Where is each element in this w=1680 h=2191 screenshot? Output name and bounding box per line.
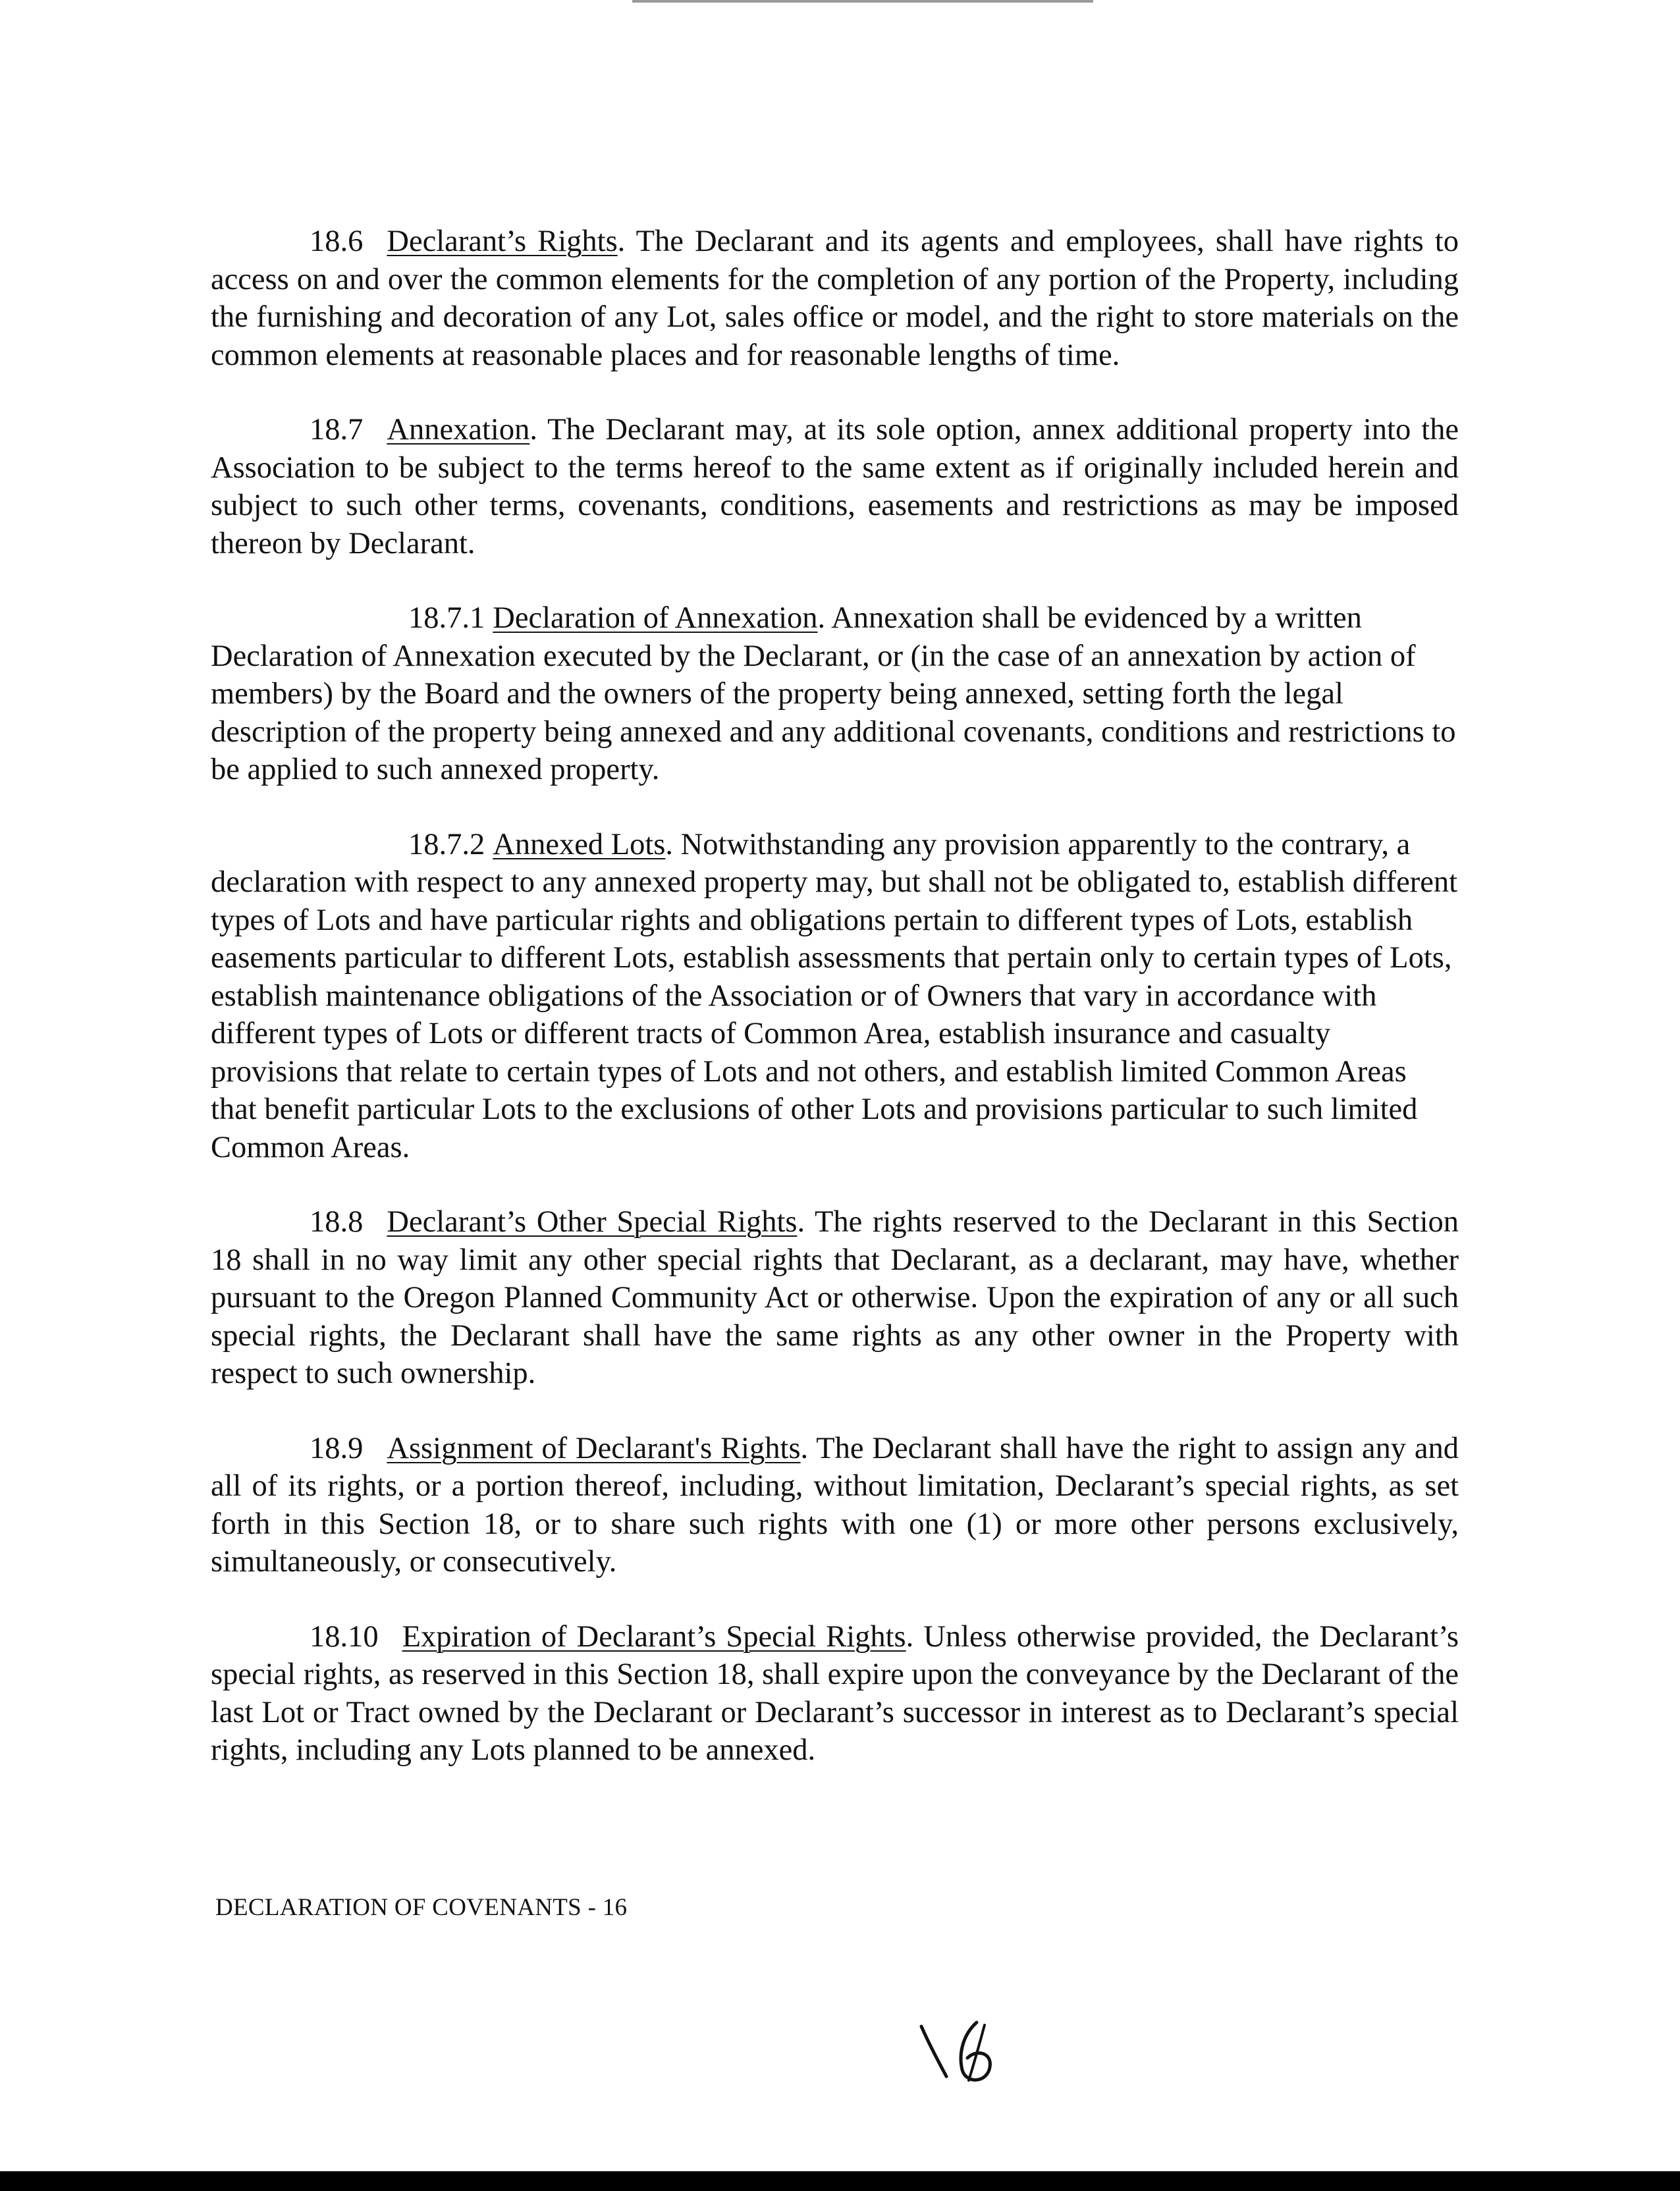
- section-heading: Declarant’s Rights: [387, 225, 618, 258]
- section-heading: Expiration of Declarant’s Special Rights: [402, 1619, 906, 1654]
- section-text: . The rights reserved to the Declarant in this Section 18 shall in no way limit any other special rights that Declarant, as a declarant, may have, whether pursuant to the Oregon Planned Community Act or otherwise. Upon the expiration of any or all such special rights, the Declarant shall have the same rights as any other owner in the Property with respect to such ownership.: [211, 1205, 1459, 1390]
- section-text: . The Declarant and its agents and employees, shall have rights to access on and over the common elements for the completion of any portion of the Property, including the furnishing and decoration of any Lot, sales office or model, and the right to store materials on the common elements at reasonable places and for reasonable lengths of time.: [211, 225, 1459, 372]
- section-heading: Annexation: [387, 413, 530, 446]
- section-number: 18.9: [310, 1431, 364, 1465]
- section-18-6: [211, 223, 1459, 374]
- handwritten-page-number: [912, 2012, 1004, 2091]
- section-number: 18.7.2: [408, 827, 485, 861]
- section-number: 18.7.1: [408, 601, 485, 635]
- section-heading: Assignment of Declarant's Rights: [387, 1431, 801, 1465]
- section-text: . Notwithstanding any provision apparently to the contrary, a declaration with respect to any annexed property may, but shall not be obligated to, establish different types of Lots and have particular rights and obligations pertain to different types of Lots, establish easements particular to different Lots, establish assessments that pertain only to certain types of Lots, establish maintenance obligations of the Association or of Owners that vary in accordance with different types of Lots or different tracts of Common Area, establish insurance and casualty provisions that relate to certain types of Lots and not others, and establish limited Common Areas that benefit particular Lots to the exclusions of other Lots and provisions particular to such limited Common Areas.: [211, 827, 1458, 1164]
- document-body: [211, 223, 1459, 1806]
- page-footer: DECLARATION OF COVENANTS - 16: [215, 1894, 628, 1921]
- section-18-7-1: [211, 599, 1459, 789]
- section-number: 18.6: [310, 225, 364, 258]
- section-text: . The Declarant may, at its sole option, annex additional property into the Association to be subject to the terms hereof to the same extent as if originally included herein and subject to such other terms, covenants, conditions, easements and restrictions as may be imposed thereon by Declarant.: [211, 413, 1459, 560]
- section-18-7: [211, 411, 1459, 562]
- section-text: . Unless otherwise provided, the Declarant’s special rights, as reserved in this Section 18, shall expire upon the conveyance by the Declarant of the last Lot or Tract owned by the Declarant or Declarant’s successor in interest as to Declarant’s special rights, including any Lots planned to be annexed.: [211, 1619, 1459, 1767]
- section-number: 18.8: [310, 1205, 364, 1239]
- section-text: . Annexation shall be evidenced by a written Declaration of Annexation executed by the Declarant, or (in the case of an annexation by action of members) by the Board and the owners of the property being annexed, setting forth the legal description of the property being annexed and any additional covenants, conditions and restrictions to be applied to such annexed property.: [211, 601, 1456, 786]
- scan-edge-line: [632, 0, 1093, 3]
- section-number: 18.10: [310, 1619, 379, 1654]
- scan-edge-bar: [0, 2171, 1680, 2191]
- section-18-9: [211, 1430, 1459, 1581]
- section-number: 18.7: [310, 413, 364, 446]
- section-18-8: [211, 1203, 1459, 1393]
- section-text: . The Declarant shall have the right to assign any and all of its rights, or a portion thereof, including, without limitation, Declarant’s special rights, as set forth in this Section 18, or to share such rights with one (1) or more other persons exclusively, simultaneously, or consecutively.: [211, 1431, 1459, 1579]
- section-heading: Declarant’s Other Special Rights: [387, 1205, 798, 1239]
- section-heading: Annexed Lots: [493, 827, 666, 861]
- section-18-7-2: [211, 826, 1459, 1167]
- section-heading: Declaration of Annexation: [493, 601, 818, 635]
- section-18-10: [211, 1618, 1459, 1770]
